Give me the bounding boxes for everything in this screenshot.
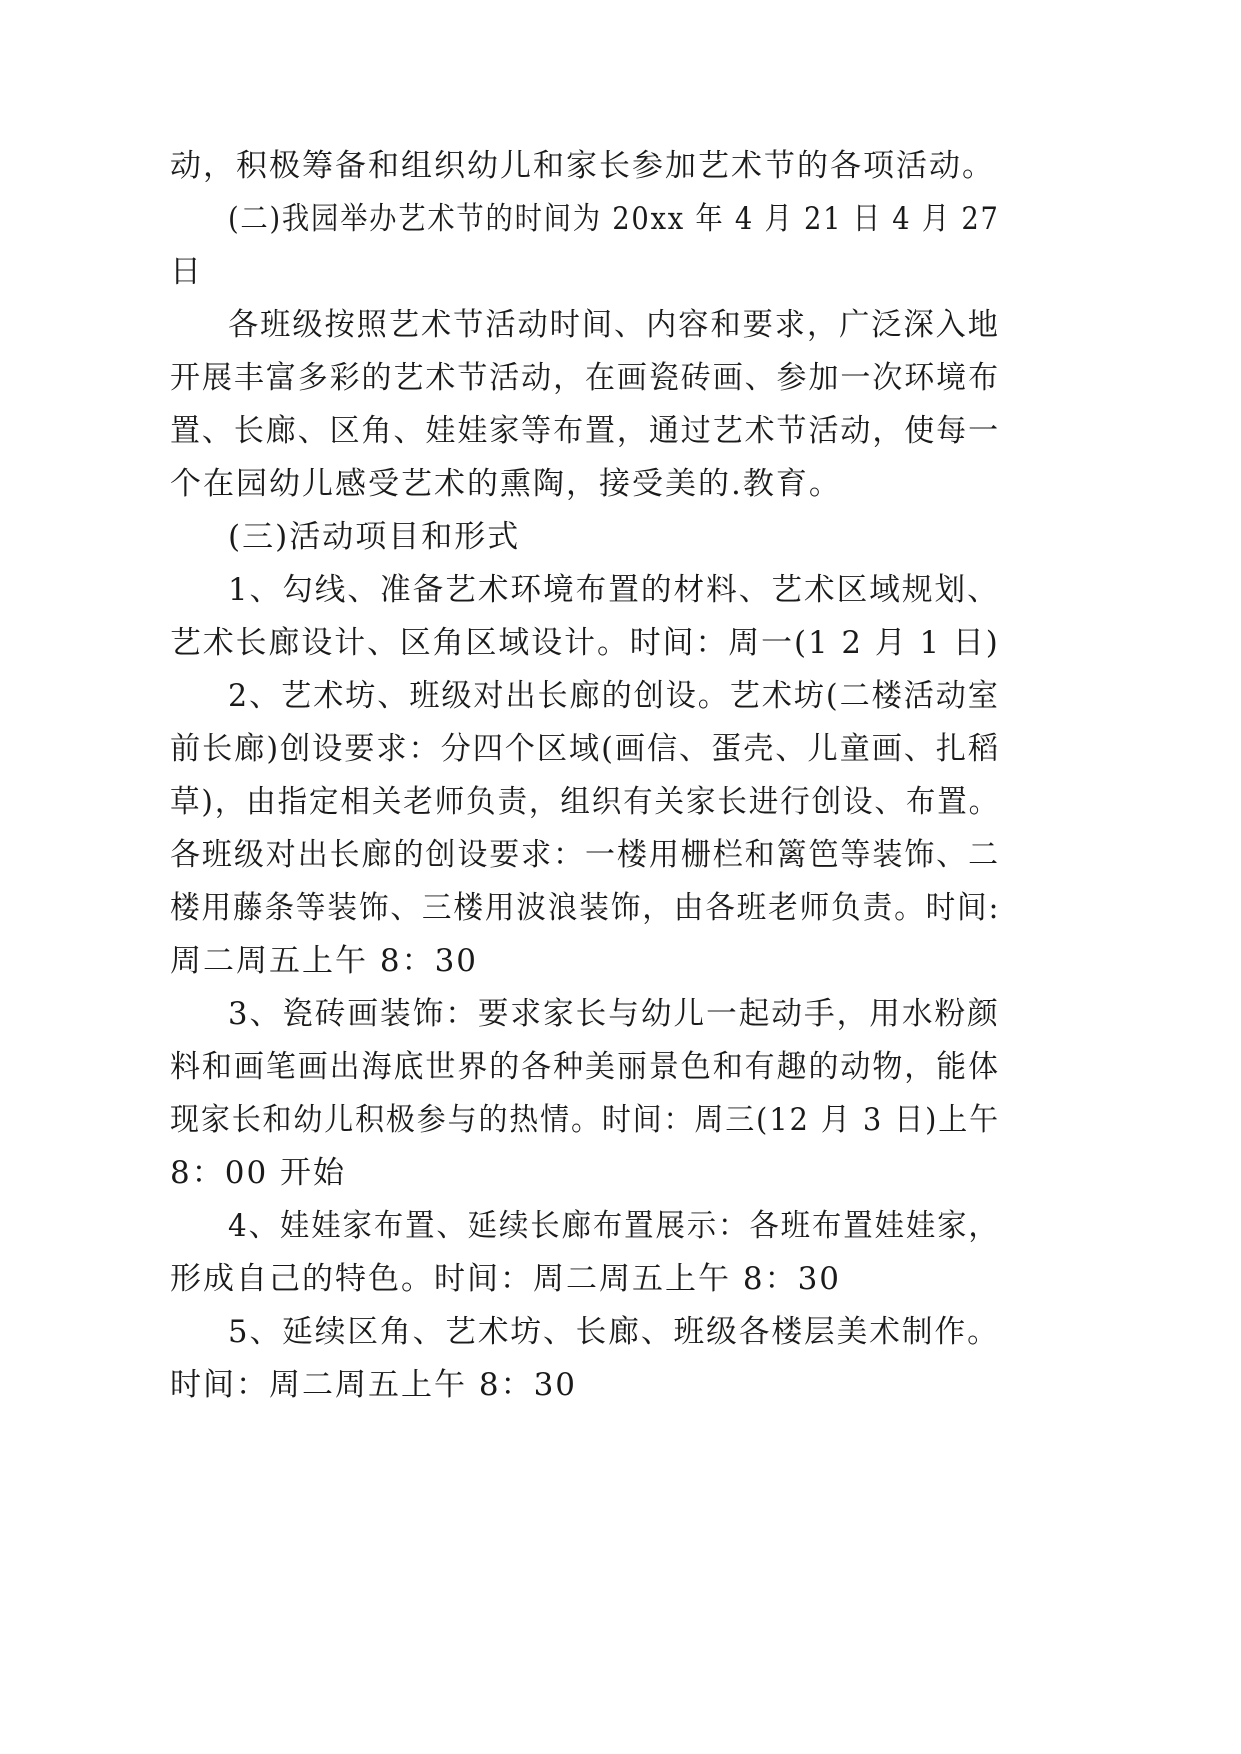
body-line: 2、艺术坊、班级对出长廊的创设。艺术坊(二楼活动室 [228,678,1000,714]
body-line: 时间：周二周五上午 8：30 [170,1367,578,1403]
body-line: 艺术长廊设计、区角区域设计。时间：周一(1 2 月 1 日) [170,625,1000,661]
body-line: 各班级对出长廊的创设要求：一楼用栅栏和篱笆等装饰、二 [170,837,1001,873]
body-line: 料和画笔画出海底世界的各种美丽景色和有趣的动物，能体 [170,1049,1001,1085]
section-heading: (三)活动项目和形式 [228,519,521,555]
body-line: 3、瓷砖画装饰：要求家长与幼儿一起动手，用水粉颜 [228,996,1000,1032]
body-line: 个在园幼儿感受艺术的熏陶，接受美的.教育。 [170,466,842,502]
body-line: 5、延续区角、艺术坊、长廊、班级各楼层美术制作。 [228,1314,1000,1350]
body-line: 现家长和幼儿积极参与的热情。时间：周三(12 月 3 日)上午 [170,1102,1000,1138]
body-line: 各班级按照艺术节活动时间、内容和要求，广泛深入地 [228,307,1000,343]
body-line: 周二周五上午 8：30 [170,943,479,979]
body-line: 日 [170,254,203,290]
body-line: 前长廊)创设要求：分四个区域(画信、蛋壳、儿童画、扎稻 [170,731,1001,767]
body-line: 开展丰富多彩的艺术节活动，在画瓷砖画、参加一次环境布 [170,360,1001,396]
body-line: 1、勾线、准备艺术环境布置的材料、艺术区域规划、 [228,572,1000,608]
body-line: 置、长廊、区角、娃娃家等布置，通过艺术节活动，使每一 [170,413,1001,449]
body-line: 8：00 开始 [170,1155,347,1191]
body-line: 形成自己的特色。时间：周二周五上午 8：30 [170,1261,842,1297]
body-line: 草)，由指定相关老师负责，组织有关家长进行创设、布置。 [170,784,1001,820]
body-line: 4、娃娃家布置、延续长廊布置展示：各班布置娃娃家， [228,1208,1000,1244]
body-line: 动，积极筹备和组织幼儿和家长参加艺术节的各项活动。 [170,148,995,184]
body-line: (二)我园举办艺术节的时间为 20xx 年 4 月 21 日 4 月 27 [228,201,1000,237]
body-line: 楼用藤条等装饰、三楼用波浪装饰，由各班老师负责。时间: [170,890,1001,926]
